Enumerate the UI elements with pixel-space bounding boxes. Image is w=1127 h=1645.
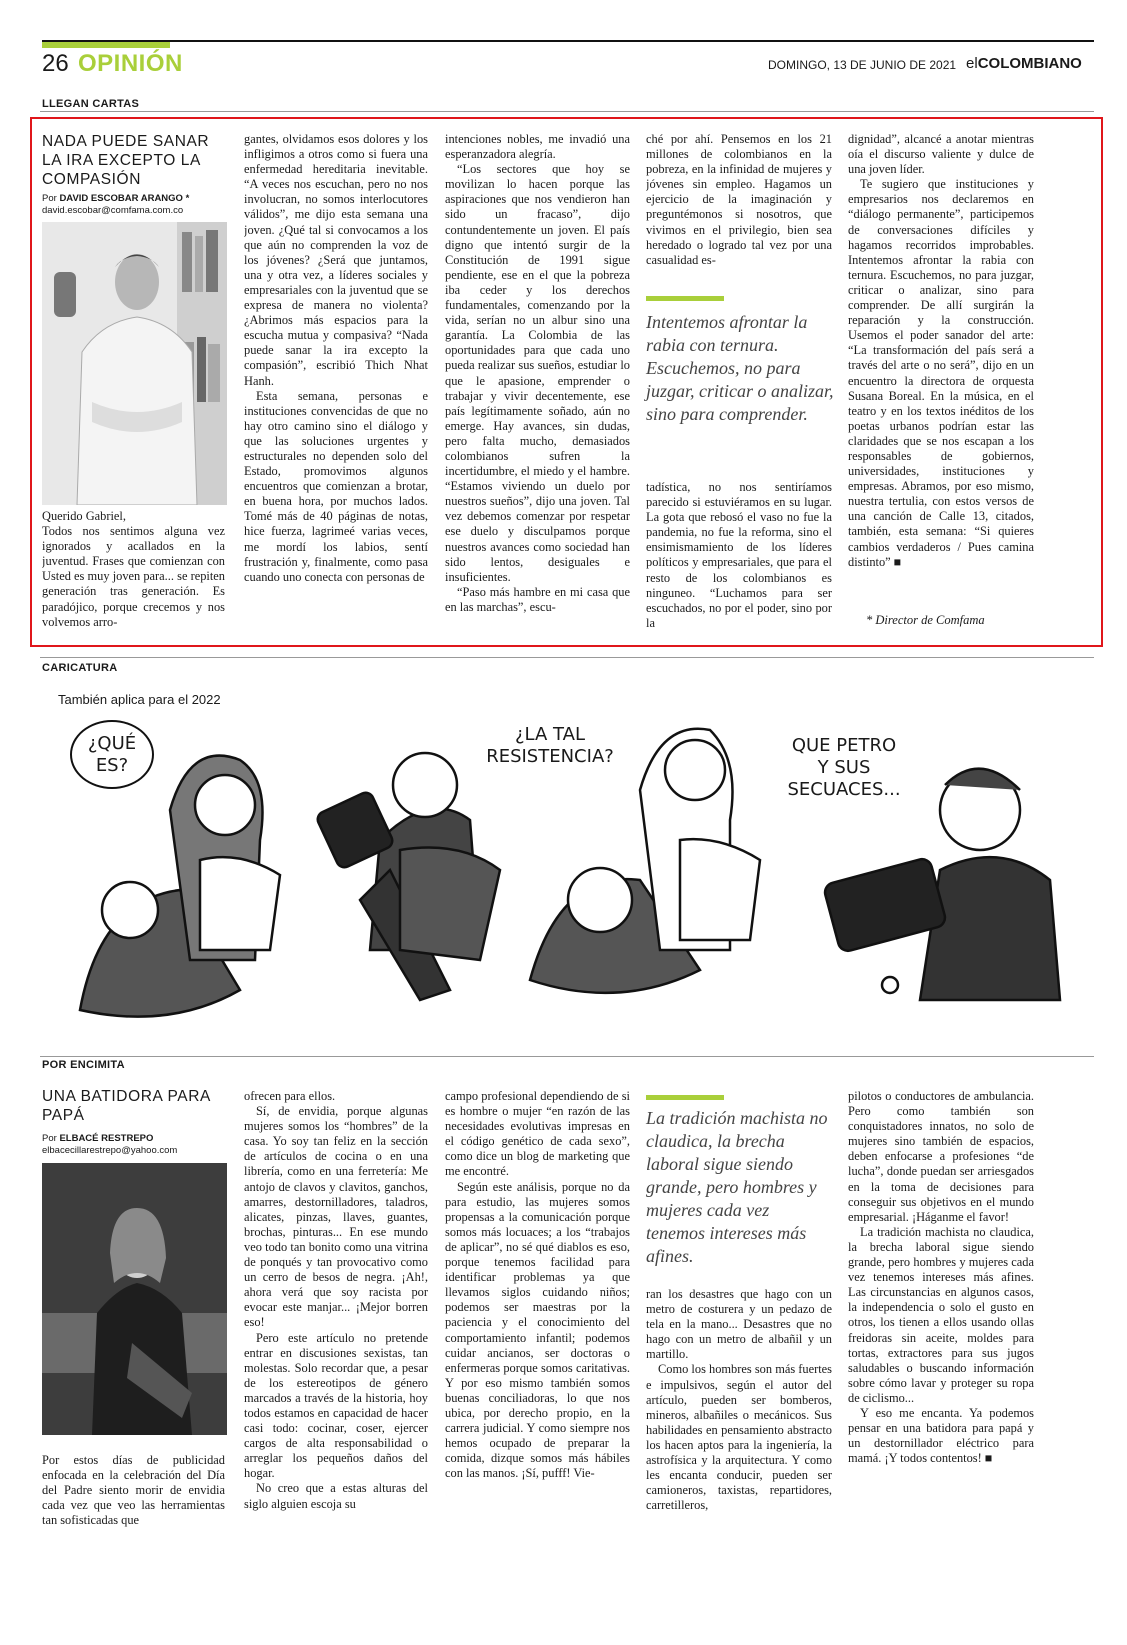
- paragraph: Esta semana, personas e instituciones convencidas de que no hay otro camino sino el diálogo y que las soluciones urgentes y estructurales no dependen solo del Estado, promovimos algunos encuentros que comienzan a brotar, en buena hora, por muchos lados. Tomé más de 40 páginas de notas, hice fuerza, lagrimeé varias veces, me mordí los labios, sentí frustración y, finalmente, como pasa cuando uno conecta con personas de: [244, 388, 428, 584]
- paragraph: Todos nos sentimos alguna vez ignorados y acallados en la juventud. Frases que comienzan con Usted es muy joven para... se repiten generación tras generación. Es paradójico, porque crecemos y nos volvemos arro-: [42, 524, 225, 629]
- column-byline: [42, 1133, 232, 1157]
- pullquote: La tradición machista no claudica, la brecha laboral sigue siendo grande, pero hombres y mujeres cada vez tenemos intereses más afines.: [646, 1108, 828, 1266]
- letter-column-4-bottom: [646, 480, 832, 632]
- section-title: OPINIÓN: [78, 50, 183, 77]
- paragraph: Por estos días de publicidad enfocada en la celebración del Día del Padre siento morir de envidia cada vez que veo las herramientas tan sofisticadas que: [42, 1453, 225, 1528]
- issue-date: DOMINGO, 13 DE JUNIO DE 2021: [768, 58, 957, 72]
- pullquote: Intentemos afrontar la rabia con ternura. Escuchemos, no para juzgar, criticar o analizar, sino para comprender.: [646, 312, 834, 424]
- column-text-4: [646, 1287, 832, 1533]
- paragraph: Querido Gabriel,: [42, 509, 126, 523]
- paragraph: tadística, no nos sentiríamos parecido si estuviéramos en su lugar. La gota que rebosó el vaso no fue la pandemia, no fue la reforma, sino el ensimismamiento de los líderes políticos y empresariales, que para el resto de los colombianos es ninguneo. “Luchamos para ser escuchados, no por el poder, sino por la: [646, 480, 832, 630]
- section-accent-bar: [42, 42, 170, 48]
- header-rule: [42, 40, 1094, 42]
- paragraph: ofrecen para ellos.: [244, 1089, 336, 1103]
- column-text-2: [244, 1089, 428, 1533]
- section-divider: [40, 657, 1094, 658]
- speech-bubble: ¿QUÉ ES?: [70, 720, 154, 789]
- letter-column-3: [445, 132, 630, 632]
- speech-bubble: ¿LA TAL RESISTENCIA?: [486, 702, 614, 790]
- author-email: david.escobar@comfama.com.co: [42, 205, 184, 216]
- logo-name: COLOMBIANO: [977, 55, 1082, 72]
- author-photo: [42, 222, 227, 505]
- logo-prefix: el: [966, 55, 978, 72]
- byline-prefix: Por: [42, 1133, 57, 1144]
- speech-bubble: QUE PETRO Y SUS SECUACES...: [788, 718, 900, 818]
- paragraph: pilotos o conductores de ambulancia. Pero como también son conquistadores innatos, no solo de mujeres sino también de espacios, deben enfocarse a profesiones “de lucha”, donde puedan ser arriesgados en la toma de decisiones para conseguir sus objetivos en el mundo empresarial. ¡Háganme el favor!: [848, 1089, 1034, 1224]
- column-headline: UNA BATIDORA PARA PAPÁ: [42, 1088, 211, 1124]
- letter-column-5: [848, 132, 1034, 607]
- cartoon-section-label: CARICATURA: [42, 662, 118, 674]
- paragraph: ché por ahí. Pensemos en los 21 millones de colombianos en la pobreza, en la infinidad de mujeres y jóvenes sin empleo. Hagamos un ejercicio de la imaginación y preguntémonos si nosotros, que vivimos en el privilegio, bien sea heredado o logrado tal vez por una casualidad es-: [646, 132, 832, 267]
- letter-column-4-top: [646, 132, 832, 270]
- section-divider: [40, 1056, 1094, 1057]
- paragraph: La tradición machista no claudica, la brecha laboral sigue siendo grande, pero hombres y mujeres cada vez tenemos intereses más afines. Las circunstancias en algunos casos, la independencia o solo el gusto en otros, los tienen a ellos usando ollas freidoras sin aceite, moldes para tortas, extractores para sus jugos saludables o buscando información sobre cómo lavar y proteger su ropa de ciclismo...: [848, 1224, 1034, 1405]
- pullquote-accent: [646, 1095, 724, 1100]
- column-text-5: [848, 1089, 1034, 1533]
- newspaper-logo: [966, 55, 1082, 72]
- author-name: ELBACÉ RESTREPO: [59, 1133, 154, 1144]
- cartoon-title: También aplica para el 2022: [58, 692, 221, 707]
- page-number: 26: [42, 50, 69, 77]
- paragraph: intenciones nobles, me invadió una esperanzadora alegría.: [445, 132, 630, 162]
- paragraph: Como los hombres son más fuertes e impulsivos, según el autor del artículo, pueden ser bomberos, mineros, albañiles o mecánicos. Sus habilidades en pensamiento abstracto los hacen aptos para la ingeniería, la astrofísica y la arquitectura. Y como les encanta conducir, pueden ser camioneros, taxistas, repartidores, carretilleros,: [646, 1362, 832, 1513]
- author-photo-illustration: [42, 222, 227, 505]
- column-section-label: POR ENCIMITA: [42, 1059, 125, 1071]
- paragraph: Pero este artículo no pretende entrar en discusiones sexistas, tan molestas. Solo recordar que, a pesar de los estereotipos de género marcados a través de la historia, hoy todos estamos en capacidad de hacer casi todo: cocinar, coser, ejercer cargos de alta responsabilidad o arreglar los pequeños daños del hogar.: [244, 1330, 428, 1481]
- letters-section-label: LLEGAN CARTAS: [42, 98, 140, 110]
- paragraph: ran los desastres que hago con un metro de costurera y un pedazo de tela en la mano... Desastres que no hago con un metro de albañil y un martillo.: [646, 1287, 832, 1362]
- paragraph: Sí, de envidia, porque algunas mujeres somos los “hombres” de la casa. Yo soy tan feliz en la sección de artículos de cocina o en una librería, como en una ferretería: Me antojo de clavos y clavitos, ganchos, amarres, destornilladores, taladros, alicates, pinzas, llaves, guantes, brochas, pinturas... En ese mundo veo todo tan bonito como una vitrina de ponqués y tan provocativo como un cerro de besos de negra. ¡Ah!, ahora verá que soy racista por evocar este manjar... ¡Mejor borren eso!: [244, 1104, 428, 1330]
- letter-headline: NADA PUEDE SANAR LA IRA EXCEPTO LA COMPASIÓN: [42, 133, 210, 188]
- paragraph: campo profesional dependiendo de si es hombre o mujer “en razón de las necesidades evolutivas impresas en el código genético de cada sexo”, como dice un blog de marketing que me encontré.: [445, 1089, 630, 1179]
- paragraph: “Los sectores que hoy se movilizan lo hacen porque las aspiraciones que nos vendieron han sido un fracaso”, dijo contundentemente un joven. El país digno que intentó surgir de la Constitución de 1991 sigue pendiente, ese en el que la pobreza iba ceder y los derechos fundamentales, comenzando por la vida, serían no un albur sino una garantía. La Colombia de las oportunidades para que cada uno pueda realizar sus sueños, estudiar lo que le apasione, emprender o trabajar y vivir decentemente, ese país legítimamente soñado, aún no emerge. Hay avances, sin dudas, pero falta mucho, demasiados colombianos sufren la incertidumbre, el miedo y el hambre. “Estamos viviendo un duelo por nuestros sueños”, dijo una joven. Tal vez debemos comenzar por respetar ese duelo y disculpamos porque nuestros avances como sociedad han sido lentos, desiguales e insuficientes.: [445, 162, 630, 584]
- paragraph: Y eso me encanta. Ya podemos pensar en una batidora para papá y un destornillador eléctrico para mamá. ¡Y todos contentos! ■: [848, 1405, 1034, 1466]
- paragraph: gantes, olvidamos esos dolores y los infligimos a otros como si fuera una enfermedad hereditaria inevitable. “A veces nos escuchan, pero no nos involucran, no somos interlocutores válidos”, me dijo esta semana una joven. ¿Qué tal si convocamos a los que aún no comprenden la voz de los jóvenes? ¿Será que juntamos, una y otra vez, a líderes sociales y empresariales con la juventud que se expresa de manera no violenta? ¿Abrimos más espacios para la escucha mutua y compasiva? “Nada puede sanar la ira excepto la compasión”, escribió Thich Nhat Hanh.: [244, 132, 428, 388]
- letter-column-2: [244, 132, 428, 632]
- author-photo-illustration: [42, 1163, 227, 1435]
- letter-column-1: [42, 509, 225, 632]
- column-text-3: [445, 1089, 630, 1533]
- letter-byline: [42, 193, 232, 217]
- paragraph: Según este análisis, porque no da para estudio, las mujeres somos propensas a la comunicación porque somos más locuaces; a los “trabajos de aplicar”, no sé qué diablos es eso, porque tenemos facilidad para identificar problemas ya que llevamos siglos cuidando niños; podemos ser maestras por la paciencia y el conocimiento del comportamiento infantil; podemos cuidar ancianos, ser doctoras o enfermeras porque somos caritativas. Y por eso mismo también somos buenas conciliadoras, lo que nos ubica, por derecho propio, en la carrera judicial. Y como siempre nos hemos ocupado de preparar la comida, dizque somos más hábiles con las manos. ¡Sí, pufff! Vie-: [445, 1179, 630, 1481]
- section-divider: [40, 111, 1094, 112]
- paragraph: dignidad”, alcancé a anotar mientras oía el discurso valiente y dulce de una joven líder.: [848, 132, 1034, 177]
- author-name: DAVID ESCOBAR ARANGO *: [59, 193, 190, 204]
- author-footnote: * Director de Comfama: [866, 613, 985, 627]
- column-text-1: [42, 1453, 225, 1533]
- author-email: elbacecillarestrepo@yahoo.com: [42, 1145, 178, 1156]
- byline-prefix: Por: [42, 193, 57, 204]
- pullquote-accent: [646, 296, 724, 301]
- paragraph: No creo que a estas alturas del siglo alguien escoja su: [244, 1481, 428, 1511]
- paragraph: Te sugiero que instituciones y empresarios nos declaremos en “diálogo permanente”, participemos de conversaciones difíciles y hagamos recorridos improbables. Intentemos afrontar la rabia con ternura. Escuchemos, no para juzgar, criticar o analizar, sino para comprender. De allí surgirán la reparación y la construcción. Usemos el poder sanador del arte: “La transformación del país será a través del arte o no será”, dijo en un encuentro la directora de orquesta Susana Boreal. En la música, en el teatro y en los textos inéditos de los poetas urbanos podrían estar las claridades que se nos escapan a los responsables de gobiernos, universidades, instituciones y empresas. Abramos, por eso mismo, nuestra tertulia, con estos versos de una canción de Calle 13, citados, también, esta semana: “Si quieres cambios verdaderos / Pues camina distinto” ■: [848, 177, 1034, 569]
- author-photo: [42, 1163, 227, 1435]
- paragraph: “Paso más hambre en mi casa que en las marchas”, escu-: [445, 584, 630, 614]
